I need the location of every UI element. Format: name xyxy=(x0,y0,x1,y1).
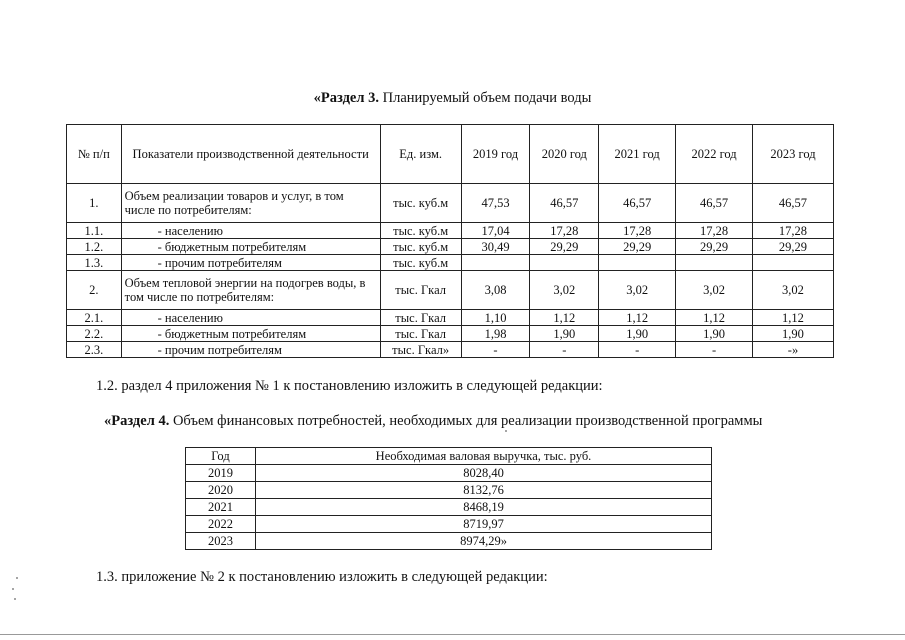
value-cell: 17,04 xyxy=(461,223,530,239)
table-row xyxy=(67,255,834,271)
value-cell xyxy=(676,255,753,271)
row-number-cell: 1.1. xyxy=(67,223,122,239)
section4-title-text: Объем финансовых потребностей, необходимых для реализации производственной программы xyxy=(169,413,763,429)
scan-speck xyxy=(505,430,507,432)
header-cell: Год xyxy=(186,448,256,465)
value-cell: 46,57 xyxy=(530,184,599,223)
paragraph-1-3: 1.3. приложение № 2 к постановлению изложить в следующей редакции: xyxy=(96,569,548,585)
table-row xyxy=(67,223,834,239)
table-row xyxy=(186,533,712,550)
table-row xyxy=(67,342,834,358)
value-cell: 3,08 xyxy=(461,271,530,310)
indicator-cell: - прочим потребителям xyxy=(121,342,380,358)
table-row xyxy=(67,271,834,310)
value-cell: 46,57 xyxy=(752,184,833,223)
year-cell: 2023 xyxy=(186,533,256,550)
section3-title xyxy=(0,90,905,107)
value-cell: 17,28 xyxy=(599,223,676,239)
header-cell: 2020 год xyxy=(530,125,599,184)
header-cell: 2023 год xyxy=(752,125,833,184)
header-cell: 2021 год xyxy=(599,125,676,184)
unit-cell: тыс. куб.м xyxy=(380,239,461,255)
revenue-table xyxy=(185,447,712,550)
indicator-cell: - прочим потребителям xyxy=(121,255,380,271)
revenue-cell: 8132,76 xyxy=(256,482,712,499)
unit-cell: тыс. Гкал xyxy=(380,326,461,342)
year-cell: 2019 xyxy=(186,465,256,482)
scan-edge-line xyxy=(0,634,905,635)
paragraph-1-2: 1.2. раздел 4 приложения № 1 к постановлению изложить в следующей редакции: xyxy=(96,378,603,394)
value-cell: 17,28 xyxy=(752,223,833,239)
row-number-cell: 2.2. xyxy=(67,326,122,342)
scan-speck xyxy=(12,588,14,590)
row-number-cell: 1.3. xyxy=(67,255,122,271)
value-cell: 3,02 xyxy=(752,271,833,310)
revenue-cell: 8719,97 xyxy=(256,516,712,533)
value-cell: 46,57 xyxy=(599,184,676,223)
value-cell: 47,53 xyxy=(461,184,530,223)
table-row xyxy=(186,465,712,482)
unit-cell: тыс. Гкал xyxy=(380,310,461,326)
unit-cell: тыс. куб.м xyxy=(380,223,461,239)
value-cell xyxy=(530,255,599,271)
scan-speck xyxy=(14,598,16,600)
value-cell: 1,12 xyxy=(752,310,833,326)
header-cell: Ед. изм. xyxy=(380,125,461,184)
indicator-cell: Объем реализации товаров и услуг, в том числе по потребителям: xyxy=(121,184,380,223)
value-cell: 1,10 xyxy=(461,310,530,326)
header-cell: 2019 год xyxy=(461,125,530,184)
section4-prefix: «Раздел 4. xyxy=(104,413,170,429)
value-cell: 1,90 xyxy=(530,326,599,342)
value-cell xyxy=(752,255,833,271)
water-supply-table xyxy=(66,124,834,358)
year-cell: 2022 xyxy=(186,516,256,533)
value-cell: 17,28 xyxy=(530,223,599,239)
header-cell: Необходимая валовая выручка, тыс. руб. xyxy=(256,448,712,465)
value-cell xyxy=(599,255,676,271)
row-number-cell: 1. xyxy=(67,184,122,223)
indicator-cell: - бюджетным потребителям xyxy=(121,326,380,342)
table-header-row xyxy=(67,125,834,184)
unit-cell: тыс. Гкал xyxy=(380,271,461,310)
unit-cell: тыс. Гкал» xyxy=(380,342,461,358)
row-number-cell: 2.3. xyxy=(67,342,122,358)
table-header-row xyxy=(186,448,712,465)
table-row xyxy=(67,184,834,223)
value-cell: - xyxy=(461,342,530,358)
row-number-cell: 1.2. xyxy=(67,239,122,255)
value-cell: 1,90 xyxy=(676,326,753,342)
value-cell: - xyxy=(676,342,753,358)
value-cell: 29,29 xyxy=(599,239,676,255)
indicator-cell: Объем тепловой энергии на подогрев воды, в том числе по потребителям: xyxy=(121,271,380,310)
indicator-cell: - населению xyxy=(121,223,380,239)
value-cell: 1,98 xyxy=(461,326,530,342)
section3-title-text: Планируемый объем подачи воды xyxy=(378,90,592,106)
indicator-cell: - населению xyxy=(121,310,380,326)
table-row xyxy=(186,482,712,499)
year-cell: 2021 xyxy=(186,499,256,516)
value-cell: 30,49 xyxy=(461,239,530,255)
table-row xyxy=(67,239,834,255)
row-number-cell: 2. xyxy=(67,271,122,310)
unit-cell: тыс. куб.м xyxy=(380,255,461,271)
value-cell: 29,29 xyxy=(752,239,833,255)
section4-title xyxy=(104,413,762,430)
revenue-cell: 8028,40 xyxy=(256,465,712,482)
value-cell: 1,12 xyxy=(530,310,599,326)
revenue-cell: 8468,19 xyxy=(256,499,712,516)
value-cell: 1,12 xyxy=(599,310,676,326)
year-cell: 2020 xyxy=(186,482,256,499)
header-cell: № п/п xyxy=(67,125,122,184)
value-cell: -» xyxy=(752,342,833,358)
value-cell: 29,29 xyxy=(676,239,753,255)
indicator-cell: - бюджетным потребителям xyxy=(121,239,380,255)
value-cell xyxy=(461,255,530,271)
value-cell: 1,90 xyxy=(599,326,676,342)
value-cell: - xyxy=(530,342,599,358)
value-cell: 29,29 xyxy=(530,239,599,255)
value-cell: 1,12 xyxy=(676,310,753,326)
header-cell: Показатели производственной деятельности xyxy=(121,125,380,184)
table-row xyxy=(67,310,834,326)
header-cell: 2022 год xyxy=(676,125,753,184)
value-cell: 46,57 xyxy=(676,184,753,223)
section3-prefix: «Раздел 3. xyxy=(313,90,379,106)
unit-cell: тыс. куб.м xyxy=(380,184,461,223)
table-row xyxy=(186,499,712,516)
value-cell: 1,90 xyxy=(752,326,833,342)
table-row xyxy=(67,326,834,342)
value-cell: 3,02 xyxy=(676,271,753,310)
value-cell: 3,02 xyxy=(530,271,599,310)
value-cell: 3,02 xyxy=(599,271,676,310)
row-number-cell: 2.1. xyxy=(67,310,122,326)
scan-speck xyxy=(16,577,18,579)
revenue-cell: 8974,29» xyxy=(256,533,712,550)
table-row xyxy=(186,516,712,533)
value-cell: - xyxy=(599,342,676,358)
value-cell: 17,28 xyxy=(676,223,753,239)
